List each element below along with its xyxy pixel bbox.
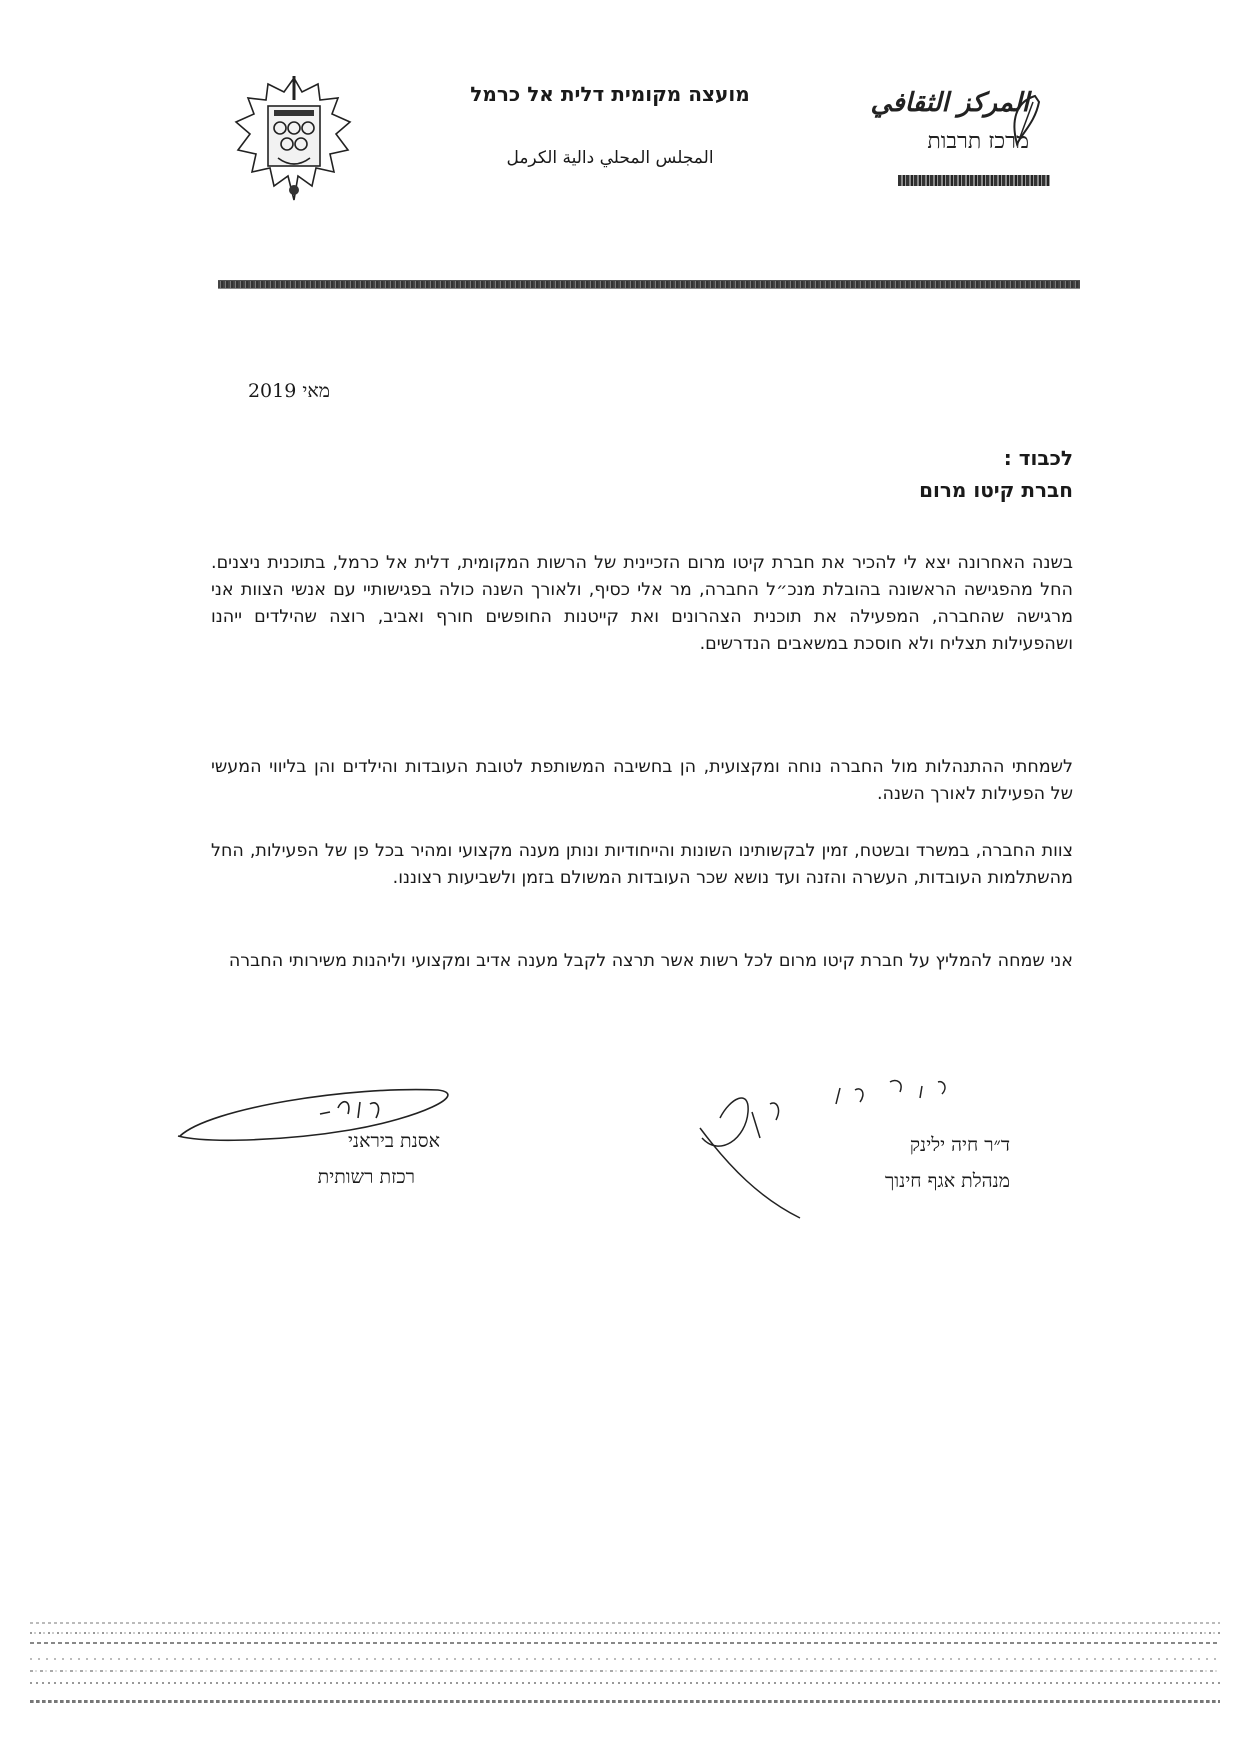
right-signatory-role: מנהלת אגף חינוך bbox=[884, 1170, 1010, 1192]
body-paragraph-3: צוות החברה, במשרד ובשטח, זמין לבקשותינו השונות והייחודיות ונותן מענה מקצועי ומהיר בכל פן של הפעילות, החל מהשתלמות העובדות, העשרה והזנה ועד נושא שכר העובדות המשולם בזמן ולשביעות רצוננו. bbox=[211, 841, 1073, 888]
body-paragraph-2: לשמחתי ההתנהלות מול החברה נוחה ומקצועית, הן בחשיבה המשותפת לטובת העובדות והילדים והן בליווי המעשי של הפעילות לאורך השנה. bbox=[211, 757, 1073, 804]
recipient-block bbox=[919, 442, 1073, 506]
body-paragraph-1: בשנה האחרונה יצא לי להכיר את חברת קיטו מרום הזכיינית של הרשות המקומית, דלית אל כרמל, בתוכנית ניצנים. החל מהפגישה הראשונה בהובלת מנכ״ל החברה, מר אלי כסיף, ולאורך השנה כולה בפגישותיי עם אנשי הצוות אני מרגישה שהחברה, המפעילה את תוכנית הצהרונים ואת קייטנות החופשים חורף ואביב, רוצה שהילדים ייהנו ושהפעילות תצליח ולא חוסכת במשאבים הנדרשים. bbox=[211, 553, 1073, 654]
right-signatory-name: ד״ר חיה ילינק bbox=[909, 1134, 1010, 1156]
cultural-center-hebrew-logo-text: מרכז תרבות bbox=[927, 129, 1029, 154]
cultural-center-logo-bar bbox=[898, 175, 1050, 186]
recipient-company: חברת קיטו מרום bbox=[919, 478, 1073, 502]
recipient-salutation: לכבוד : bbox=[1003, 446, 1073, 470]
header-divider bbox=[218, 280, 1080, 289]
municipality-arabic-title: المجلس المحلي دالية الكرمل bbox=[506, 148, 714, 168]
left-signatory-role: רכזת רשותית bbox=[317, 1166, 415, 1188]
letter-date: מאי 2019 bbox=[247, 380, 330, 402]
municipality-hebrew-title: מועצה מקומית דלית אל כרמל bbox=[470, 82, 750, 106]
scanned-footer-noise bbox=[30, 1618, 1220, 1712]
cultural-center-arabic-logo-text: المركز الثقافي bbox=[870, 88, 1029, 118]
municipality-seal-logo bbox=[228, 70, 360, 208]
body-paragraph-4: אני שמחה להמליץ על חברת קיטו מרום לכל רשות אשר תרצה לקבל מענה אדיב ומקצועי וליהנות משירותי החברה bbox=[228, 951, 1073, 971]
left-signatory-name: אסנת ביראני bbox=[347, 1130, 440, 1152]
quill-icon bbox=[1005, 92, 1045, 152]
